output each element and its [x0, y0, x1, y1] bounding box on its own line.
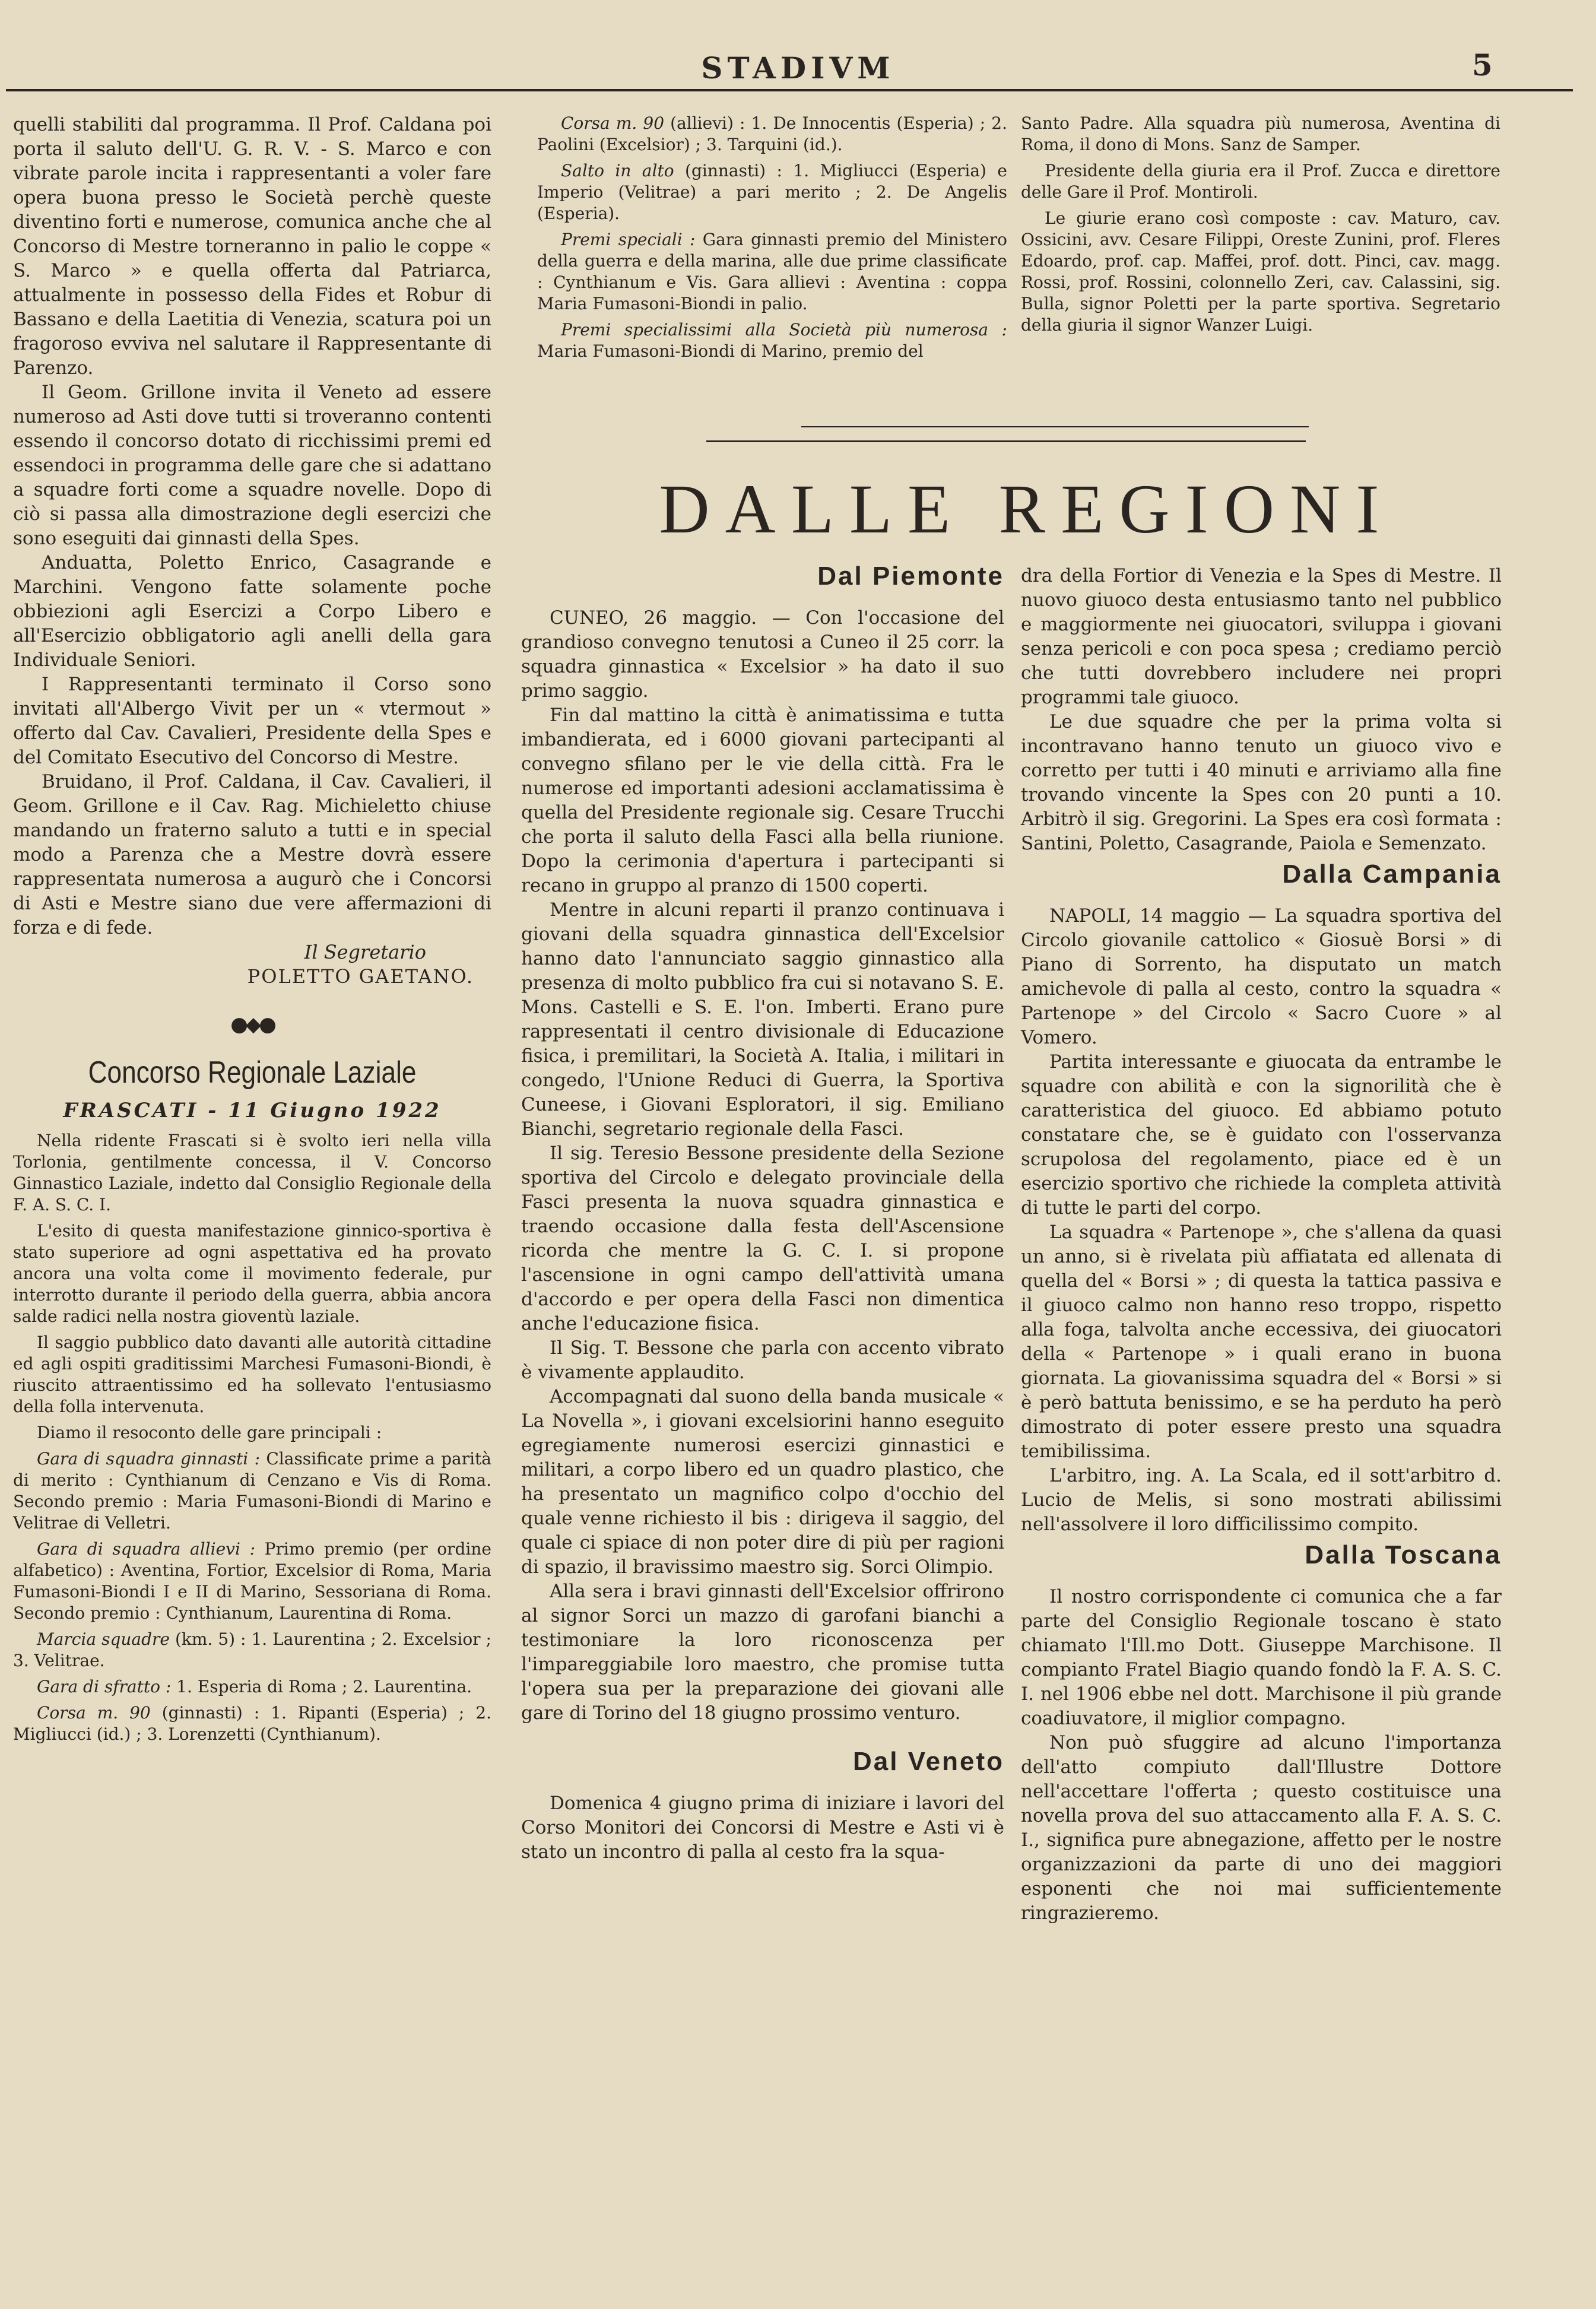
result-label: Marcia squadre: [37, 1629, 170, 1649]
result-label: Premi specialissimi alla Società più numerosa :: [561, 320, 1007, 340]
column-middle: [521, 564, 1004, 1864]
paragraph: Il Geom. Grillone invita il Veneto ad essere numeroso ad Asti dove tutti si troveranno contenti essendo il concorso dotato di ricchissimi premi ed essendoci in programma delle gare che si adattano a squadre forti come a squadre novelle. Dopo di ciò si passa alla dimostrazione degli esercizi che sono eseguiti dai ginnasti della Spes.: [13, 382, 491, 549]
column-right: [1021, 564, 1502, 1926]
paragraph: I Rappresentanti terminato il Corso sono invitati all'Albergo Vivit per un « vtermout » offerto dal Cav. Cavalieri, Presidente della Spes e del Comitato Esecutivo del Concorso di Mestre.: [13, 674, 491, 768]
paragraph: Anduatta, Poletto Enrico, Casagrande e Marchini. Vengono fatte solamente poche obbiezioni agli Esercizi a Corpo Libero e all'Esercizio obbligatorio agli anelli della gara Individuale Seniori.: [13, 552, 491, 671]
result-label: Gara di squadra allievi :: [37, 1539, 255, 1559]
paragraph: La squadra « Partenope », che s'allena da quasi un anno, si è rivelata più affiatata ed allenata di quella del « Borsi » ; di questa la tattica passiva e il giuoco calmo non hanno reso troppo, rispetto alla foga, talvolta anche eccessiva, dei giuocatori della « Partenope » i quali erano in buona giornata. La giovanissima squadra del « Borsi » si è però battuta benissimo, e se ha perduto ha però dimostrato di poter essere presto una squadra temibilissima.: [1021, 1222, 1502, 1462]
result-label: Corsa m. 90: [37, 1703, 151, 1723]
paragraph: L'esito di questa manifestazione ginnico-sportiva è stato superiore ad ogni aspettativa ed ha provato ancora una volta come il movimento federale, pur interrotto durante il periodo della guerra, abbia ancora salde radici nella nostra gioventù laziale.: [13, 1221, 491, 1326]
signature-role: Il Segretario: [304, 941, 426, 963]
signature-name: POLETTO GAETANO.: [247, 965, 474, 988]
lazio-article-body: [13, 1130, 491, 1745]
region-heading-piemonte: Dal Piemonte: [817, 562, 1004, 591]
paragraph: CUNEO, 26 maggio. — Con l'occasione del grandioso convegno tenutosi a Cuneo il 25 corr. la squadra ginnastica « Excelsior » ha dato il suo primo saggio.: [521, 607, 1004, 702]
paragraph: Partita interessante e giuocata da entrambe le squadre con abilità e con la signorilità che è caratteristica del giuoco. Ed abbiamo potuto constatare che, se è guidato con l'osservanza scrupolosa del regolamento, piace ed è un esercizio sportivo che richiede la completa attività di tutte le parti del corpo.: [1021, 1051, 1502, 1219]
result-label: Premi speciali :: [561, 230, 696, 249]
result-text: Classificate prime a parità di merito : Cynthianum di Cenzano e Vis di Roma. Secondo premio : Maria Fumasoni-Biondi di Marino e Velitrae di Velletri.: [13, 1449, 491, 1533]
result-text: Maria Fumasoni-Biondi di Marino, premio del: [537, 341, 924, 361]
result-text: Primo premio (per ordine alfabetico) : Aventina, Fortior, Excelsior di Roma, Maria Fumasoni-Biondi I e II di Marino, Sessoriana di Roma. Secondo premio : Cynthianum, Laurentina di Roma.: [13, 1539, 491, 1623]
paragraph: Le giurie erano così composte : cav. Maturo, cav. Ossicini, avv. Cesare Filippi, Oreste Zunini, prof. Fleres Edoardo, prof. cap. Maffei, prof. dott. Pinci, cav. magg. Rossi, prof. Rossini, colonnello Zeri, cav. Calassini, sig. Bulla, signor Poletti per la parte sportiva. Segretario della giuria il signor Wanzer Luigi.: [1021, 208, 1500, 335]
result-text: (allievi) : 1. De Innocentis (Esperia) ; 2. Paolini (Excelsior) ; 3. Tarquini (id.).: [537, 113, 1007, 154]
section-title-regioni: DALLE REGIONI: [659, 470, 1395, 548]
paragraph: quelli stabiliti dal programma. Il Prof. Caldana poi porta il saluto dell'U. G. R. V. - S. Marco e con vibrate parole incita i rappresentanti a voler fare opera buona presso le Società perchè queste diventino forti e numerose, comunica anche che al Concorso di Mestre torneranno in palio le coppe « S. Marco » e quella offerta dal Patriarca, attualmente in possesso della Fides et Robur di Bassano e della Laetitia di Venezia, scatura poi un fragoroso evviva nel salutare il Rappresentante di Parenzo.: [13, 114, 491, 379]
paragraph: Fin dal mattino la città è animatissima e tutta imbandierata, ed i 6000 giovani partecipanti al convegno sfilano per le vie della città. Fra le numerose ed importanti adesioni acclamatissima è quella del Presidente regionale sig. Cesare Trucchi che porta il saluto della Fasci alla bella riunione. Dopo la cerimonia d'apertura i partecipanti si recano in gruppo al pranzo di 1500 coperti.: [521, 705, 1004, 896]
paragraph: Presidente della giuria era il Prof. Zucca e direttore delle Gare il Prof. Montiroli.: [1021, 161, 1500, 202]
article-dateline-lazio: FRASCATI - 11 Giugno 1922: [63, 1099, 442, 1122]
paragraph: Alla sera i bravi ginnasti dell'Excelsior offrirono al signor Sorci un mazzo di garofani bianchi a testimoniare la loro riconoscenza per l'impareggiabile loro maestro, che promise tutta l'opera sua per la preparazione dei giovani alle gare di Torino del 18 giugno prossimo venturo.: [521, 1581, 1004, 1724]
result-paragraph: [13, 1539, 491, 1624]
page-number: 5: [1472, 47, 1493, 83]
paragraph: Domenica 4 giugno prima di iniziare i lavori del Corso Monitori dei Concorsi di Mestre e Asti vi è stato un incontro di palla al cesto fra la squa-: [521, 1793, 1004, 1863]
ornament-divider: ●◆●: [230, 1013, 274, 1036]
section-rule-short: [801, 426, 1309, 427]
result-label: Salto in alto: [561, 161, 674, 180]
paragraph: L'arbitro, ing. A. La Scala, ed il sott'arbitro d. Lucio de Melis, si sono mostrati abilissimi nell'assolvere il loro difficilissimo compito.: [1021, 1465, 1502, 1535]
result-paragraph: [537, 160, 1007, 224]
result-text: (km. 5) : 1. Laurentina ; 2. Excelsior ; 3. Velitrae.: [13, 1629, 491, 1670]
column-left: [13, 113, 491, 1745]
paragraph: Il nostro corrispondente ci comunica che a far parte del Consiglio Regionale toscano è stato chiamato l'Ill.mo Dott. Giuseppe Marchisone. Il compianto Fratel Biagio quando fondò la F. A. S. C. I. nel 1906 ebbe nel dott. Marchisone il più grande coadiuvatore, il miglior compagno.: [1021, 1586, 1502, 1729]
section-rule: [706, 440, 1306, 442]
result-paragraph: [13, 1629, 491, 1672]
paragraph: Le due squadre che per la prima volta si incontravano hanno tenuto un giuoco vivo e corretto per tutti i 40 minuti e arriviamo alla fine trovando vincente la Spes con 20 punti a 10. Arbitrò il sig. Gregorini. La Spes era così formata : Santini, Poletto, Casagrande, Paiola e Semenzato.: [1021, 711, 1502, 854]
paragraph: Il sig. Teresio Bessone presidente della Sezione sportiva del Circolo e delegato provinciale della Fasci presenta la nuova squadra ginnastica e traendo occasione dalla festa dell'Ascensione ricorda che mentre la G. C. I. si propone l'ascensione in ogni campo dell'attività umana d'accordo e per opera della Fasci non dimentica anche l'educazione fisica.: [521, 1143, 1004, 1334]
paragraph: dra della Fortior di Venezia e la Spes di Mestre. Il nuovo giuoco desta entusiasmo tanto nel pubblico e maggiormente nei giuocatori, sviluppa i giovani senza pericoli e con poca spesa ; crediamo perciò che tutti dovrebbero includere nei propri programmi tale giuoco.: [1021, 565, 1502, 708]
result-label: Gara di squadra ginnasti :: [37, 1449, 261, 1469]
result-paragraph: [13, 1702, 491, 1745]
paragraph: Accompagnati dal suono della banda musicale « La Novella », i giovani excelsiorini hanno eseguito egregiamente numerosi esercizi ginnastici e militari, a corpo libero ed un quadro plastico, che ha presentato un magnifico colpo d'occhio del quale venne richiesto il bis : dirigeva il saggio, del quale ci spiace di non poter dire di più per ragioni di spazio, il bravissimo maestro sig. Sorci Olimpio.: [521, 1386, 1004, 1578]
paragraph: Il saggio pubblico dato davanti alle autorità cittadine ed agli ospiti graditissimi Marchesi Fumasoni-Biondi, è riuscito attraentissimo ed ha sollevato l'entusiasmo della folla intervenuta.: [13, 1333, 491, 1416]
region-heading-campania: Dalla Campania: [1282, 859, 1502, 889]
paragraph: Diamo il resoconto delle gare principali :: [37, 1423, 382, 1442]
paragraph: Santo Padre. Alla squadra più numerosa, Aventina di Roma, il dono di Mons. Sanz de Samper.: [1021, 113, 1500, 154]
result-text: (ginnasti) : 1. Ripanti (Esperia) ; 2. Migliucci (id.) ; 3. Lorenzetti (Cynthianum).: [13, 1703, 492, 1744]
result-paragraph: [537, 229, 1007, 315]
column-right-top: [1021, 113, 1500, 336]
result-label: Corsa m. 90: [561, 113, 665, 133]
region-heading-toscana: Dalla Toscana: [1305, 1540, 1502, 1569]
paragraph: Bruidano, il Prof. Caldana, il Cav. Cavalieri, il Geom. Grillone e il Cav. Rag. Michieletto chiuse mandando un fraterno saluto a tutti e in special modo a Parenza che a Mestre dovrà essere rappresentata numerosa a augurò che i Concorsi di Asti e Mestre siano due vere affermazioni di forza e di fede.: [13, 771, 491, 938]
result-paragraph: [13, 1676, 491, 1698]
result-text: (ginnasti) : 1. Migliucci (Esperia) e Imperio (Velitrae) a pari merito ; 2. De Angelis (Esperia).: [537, 161, 1007, 223]
signature-block: [13, 940, 491, 989]
region-heading-veneto: Dal Veneto: [853, 1747, 1004, 1776]
result-text: 1. Esperia di Roma ; 2. Laurentina.: [171, 1677, 472, 1696]
result-paragraph: [537, 113, 1007, 156]
paragraph: Mentre in alcuni reparti il pranzo continuava i giovani della squadra ginnastica dell'Excelsior hanno dato l'annunciato saggio ginnastico alla presenza di molto pubblico fra cui si notavano S. E. Mons. Castelli e S. E. l'on. Imberti. Erano pure rappresentati il centro divisionale di Educazione fisica, i premilitari, la Società A. Italia, i militari in congedo, l'Unione Reduci di Guerra, la Sportiva Cuneese, i Giovani Esploratori, il sig. Emiliano Bianchi, segretario regionale della Fasci.: [521, 899, 1004, 1140]
paragraph: Il Sig. T. Bessone che parla con accento vibrato è vivamente applaudito.: [521, 1337, 1004, 1383]
paragraph: NAPOLI, 14 maggio — La squadra sportiva del Circolo giovanile cattolico « Giosuè Borsi » di Piano di Sorrento, ha disputato un match amichevole di palla al cesto, contro la squadra « Partenope » del Circolo « Sacro Cuore » al Vomero.: [1021, 905, 1502, 1048]
result-paragraph: [537, 319, 1007, 362]
result-text: Gara ginnasti premio del Ministero della guerra e della marina, alle due prime classificate : Cynthianum e Vis. Gara allievi : Aventina : coppa Maria Fumasoni-Biondi in palio.: [537, 230, 1008, 313]
paragraph: Nella ridente Frascati si è svolto ieri nella villa Torlonia, gentilmente concessa, il V. Concorso Ginnastico Laziale, indetto dal Consiglio Regionale della F. A. S. C. I.: [13, 1131, 491, 1214]
masthead-title: STADIVM: [701, 50, 895, 85]
result-label: Gara di sfratto :: [37, 1677, 172, 1696]
result-paragraph: [13, 1448, 491, 1534]
paragraph: Non può sfuggire ad alcuno l'importanza dell'atto compiuto dall'Illustre Dottore nell'accettare l'offerta ; questo costituisce una novella prova del suo attaccamento alla F. A. S. C. I., significa pure abnegazione, affetto per le nostre organizzazioni da parte di uno dei maggiori esponenti che noi mai sufficientemente ringrazieremo.: [1021, 1732, 1502, 1924]
column-middle-top: [537, 113, 1007, 362]
header-rule: [6, 89, 1573, 91]
article-title-lazio: Concorso Regionale Laziale: [88, 1055, 417, 1090]
